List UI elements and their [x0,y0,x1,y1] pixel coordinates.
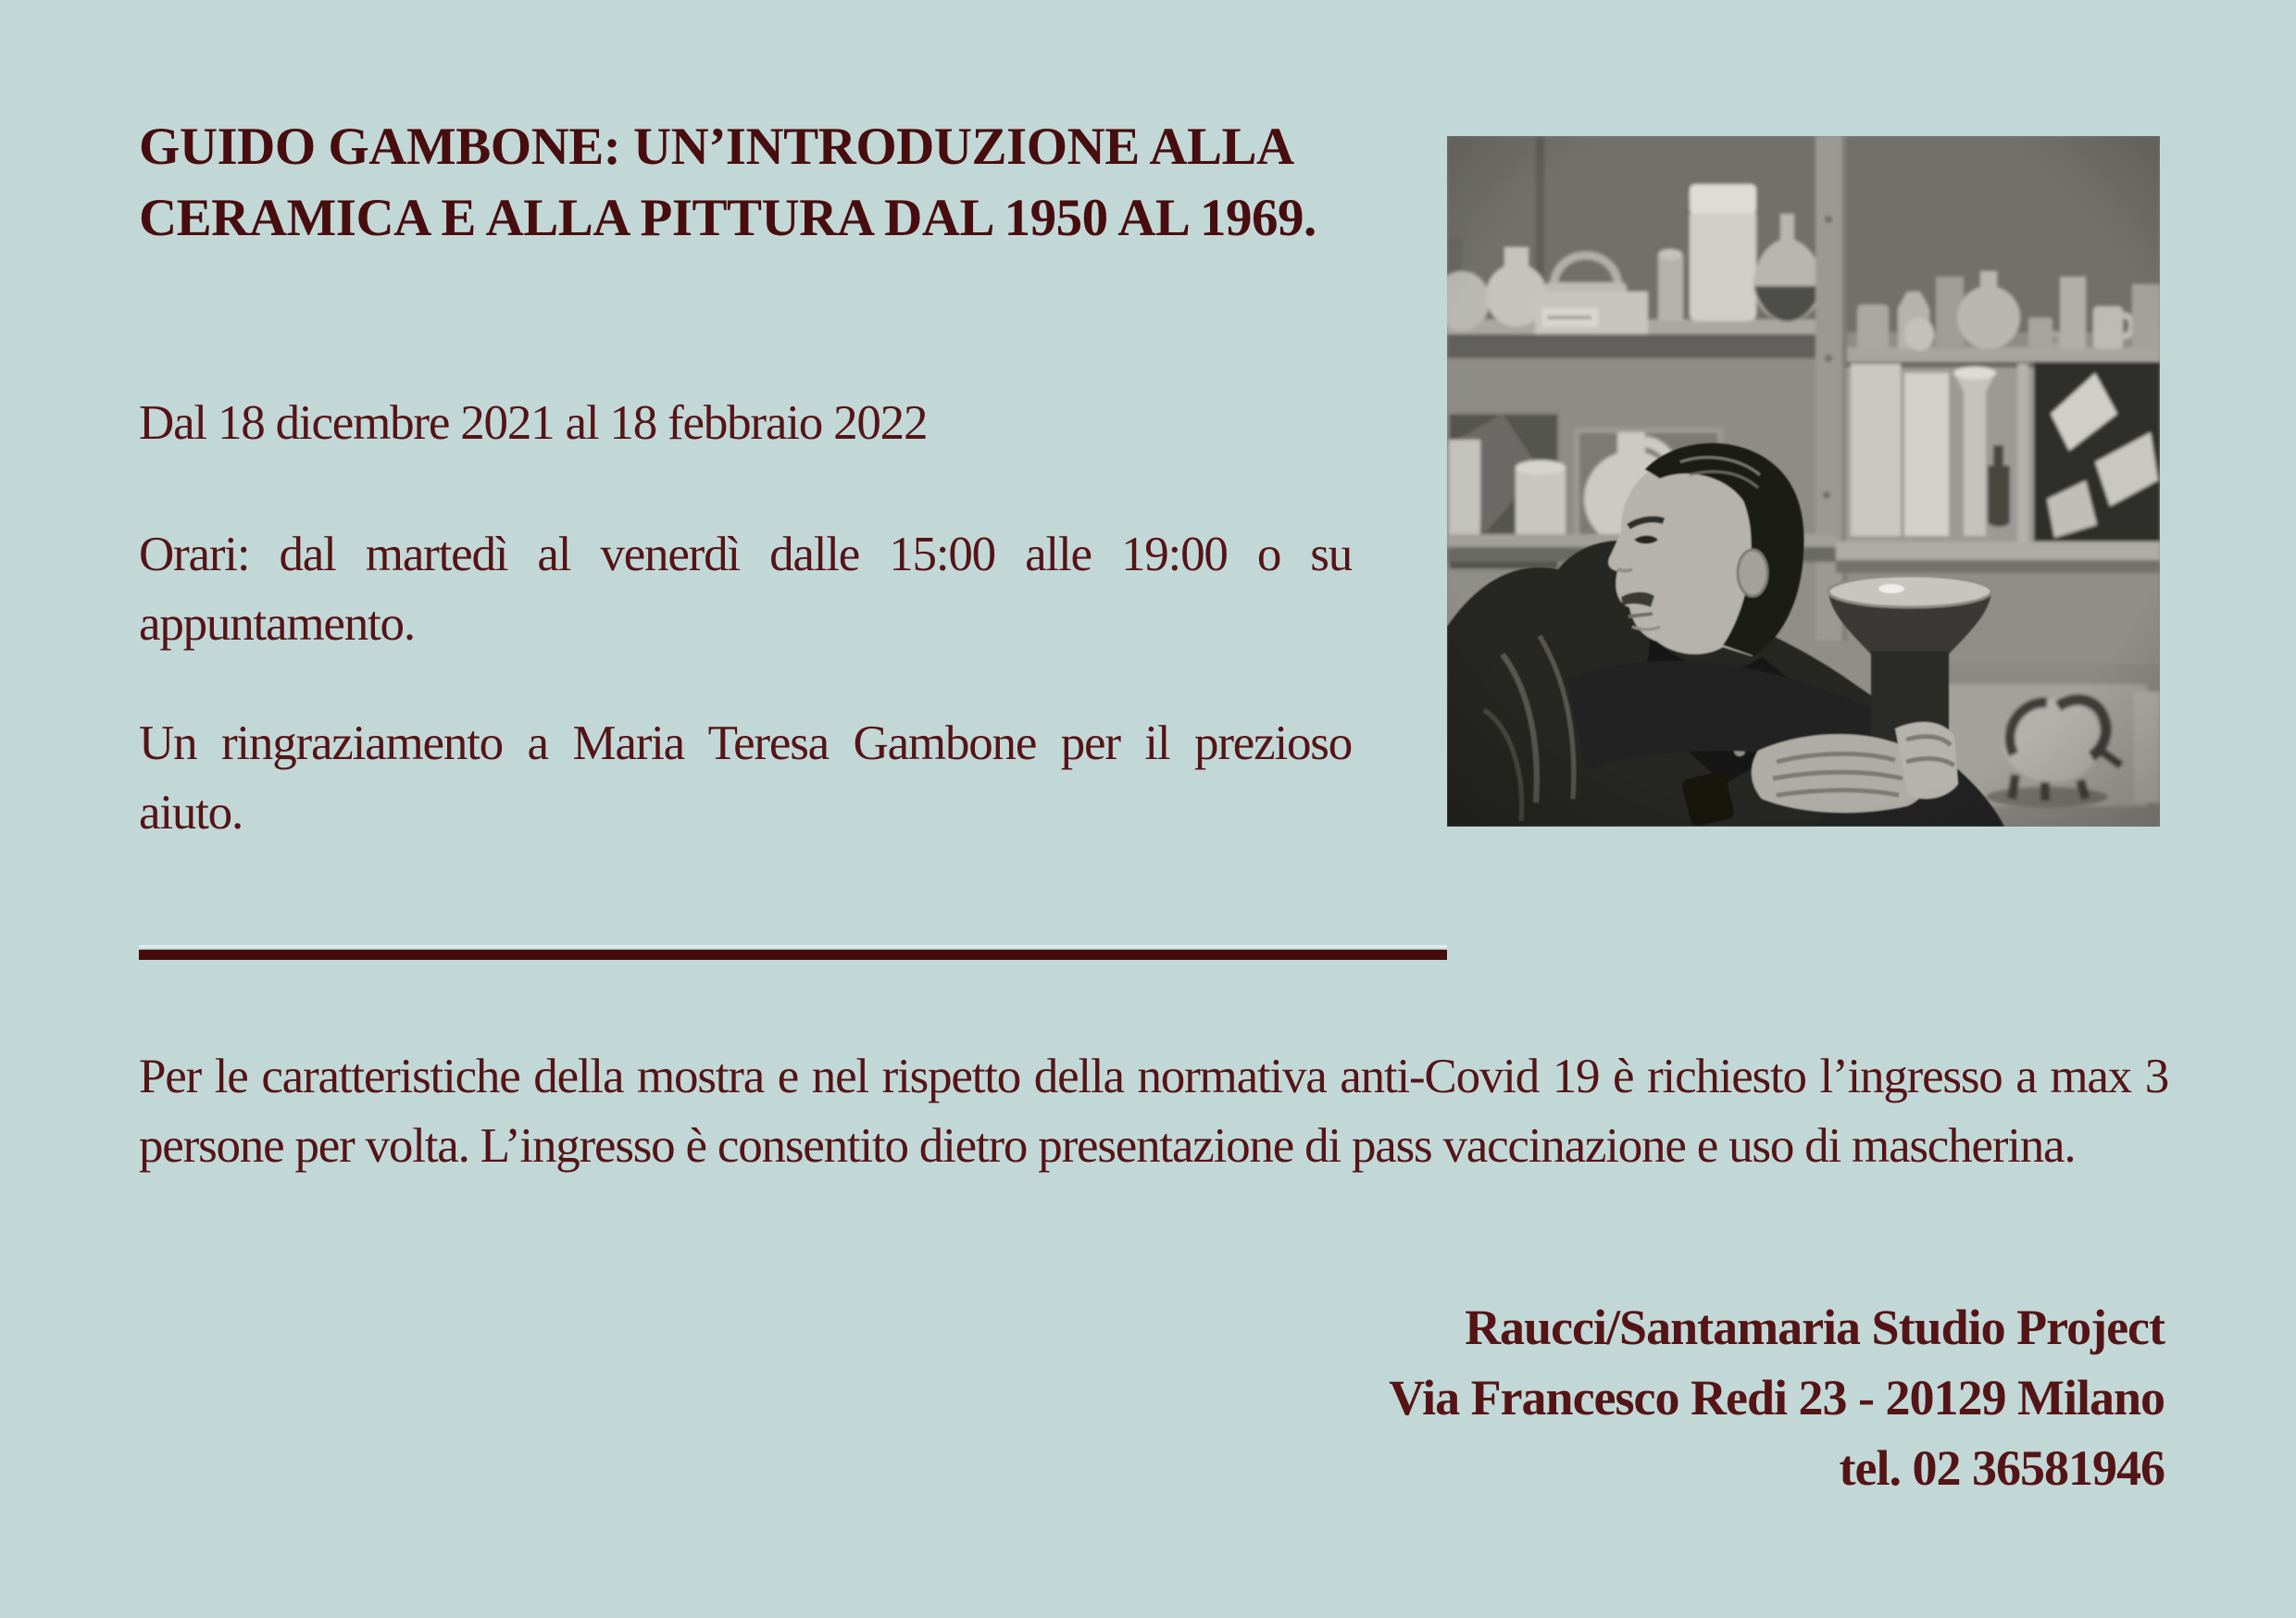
exhibition-title [139,111,1528,254]
exhibition-title-line1: GUIDO GAMBONE: UN’INTRODUZIONE ALLA [139,118,1294,176]
gallery-phone: tel. 02 36581946 [1839,1440,2165,1496]
gallery-contact [1054,1292,2165,1503]
studio-photo [1447,136,2160,827]
exhibition-title-line2: CERAMICA E ALLA PITTURA DAL 1950 AL 1969. [139,189,1316,247]
gallery-name: Raucci/Santamaria Studio Project [1465,1300,2165,1355]
acknowledgement-text: Un ringraziamento a Maria Teresa Gambone per il prezioso aiuto. [139,716,1352,840]
studio-photo-illustration [1447,136,2160,827]
gallery-address: Via Francesco Redi 23 - 20129 Milano [1389,1370,2165,1425]
divider-rule [139,950,1447,960]
opening-hours: Orari: dal martedì al venerdì dalle 15:00 alle 19:00 o su appuntamento. [139,528,1352,651]
exhibition-dates: Dal 18 dicembre 2021 al 18 febbraio 2022 [139,396,928,450]
covid-notice: Per le caratteristiche della mostra e nel rispetto della normativa anti-Covid 19 è richiesto l’ingresso a max 3 persone per volta. L’ingresso è consentito dietro presentazione di pass vaccinazione e uso di mascherina. [139,1050,2168,1173]
